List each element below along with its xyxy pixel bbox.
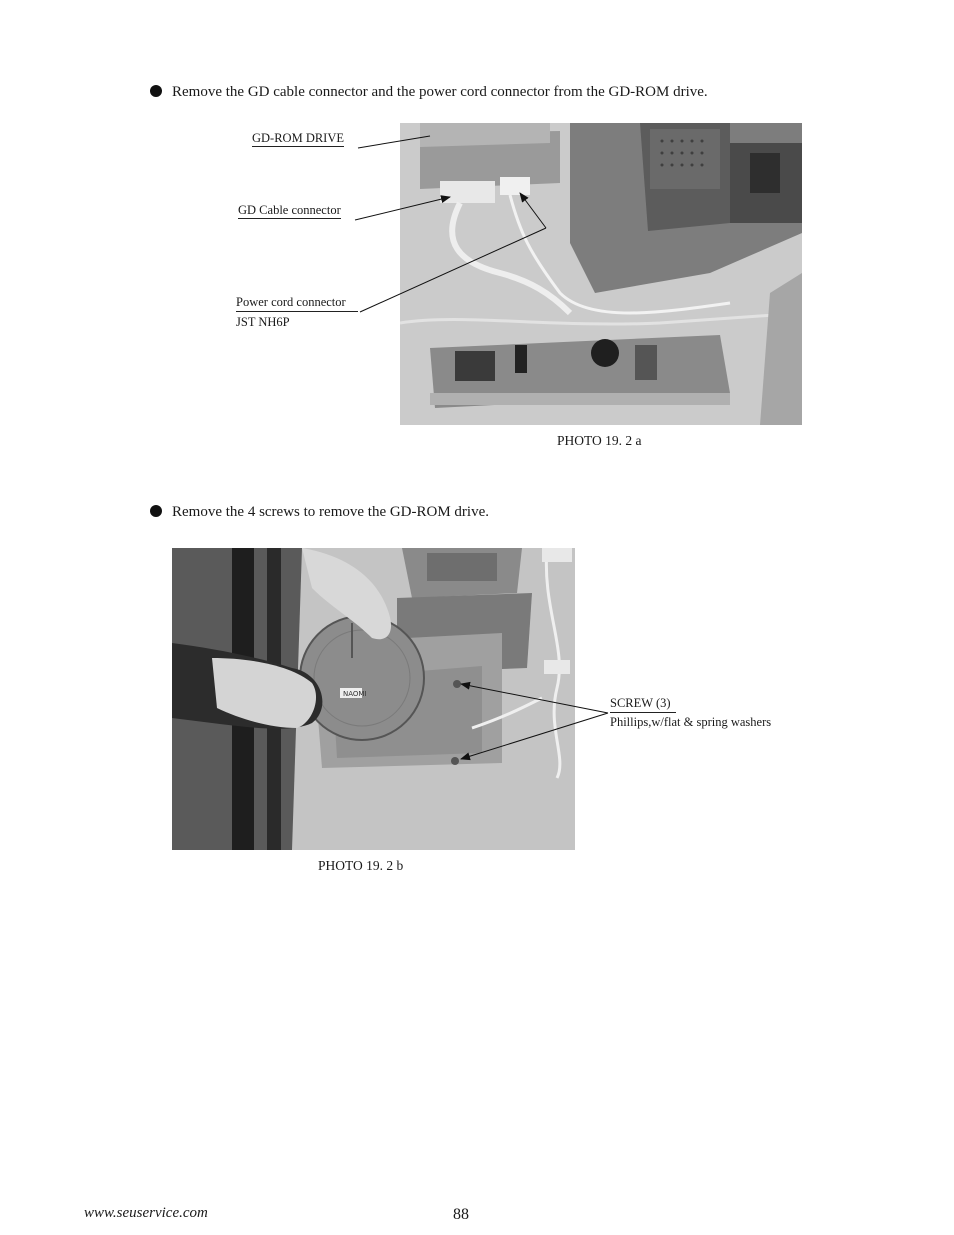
photo-19-2b [172,548,575,850]
photo-19-2b-illustration [172,548,575,850]
caption-photo-19-2b: PHOTO 19. 2 b [318,858,404,873]
footer-url: www.seuservice.com [84,1205,208,1221]
label-gd-cable-connector: GD Cable connector [238,203,341,217]
bullet-icon [150,85,162,97]
label-screw: SCREW (3) [610,696,676,713]
bullet-icon [150,505,162,517]
label-power-cord-connector: Power cord connector [236,295,358,312]
instruction-text-2: Remove the 4 screws to remove the GD-ROM drive. [172,504,490,520]
instruction-text-1: Remove the GD cable connector and the power cord connector from the GD-ROM drive. [172,84,708,100]
caption-photo-19-2a: PHOTO 19. 2 a [557,433,642,448]
label-screw-detail: Phillips,w/flat & spring washers [610,715,772,729]
label-gdrom-drive: GD-ROM DRIVE [252,131,345,145]
drive-marking-text: NAOMI [343,690,367,698]
label-power-cord-type: JST NH6P [236,315,290,329]
page-number: 88 [453,1206,469,1223]
instruction-remove-connectors [150,84,708,101]
photo-19-2a [400,123,802,425]
photo-19-2a-illustration [400,123,802,425]
instruction-remove-screws [150,504,489,521]
